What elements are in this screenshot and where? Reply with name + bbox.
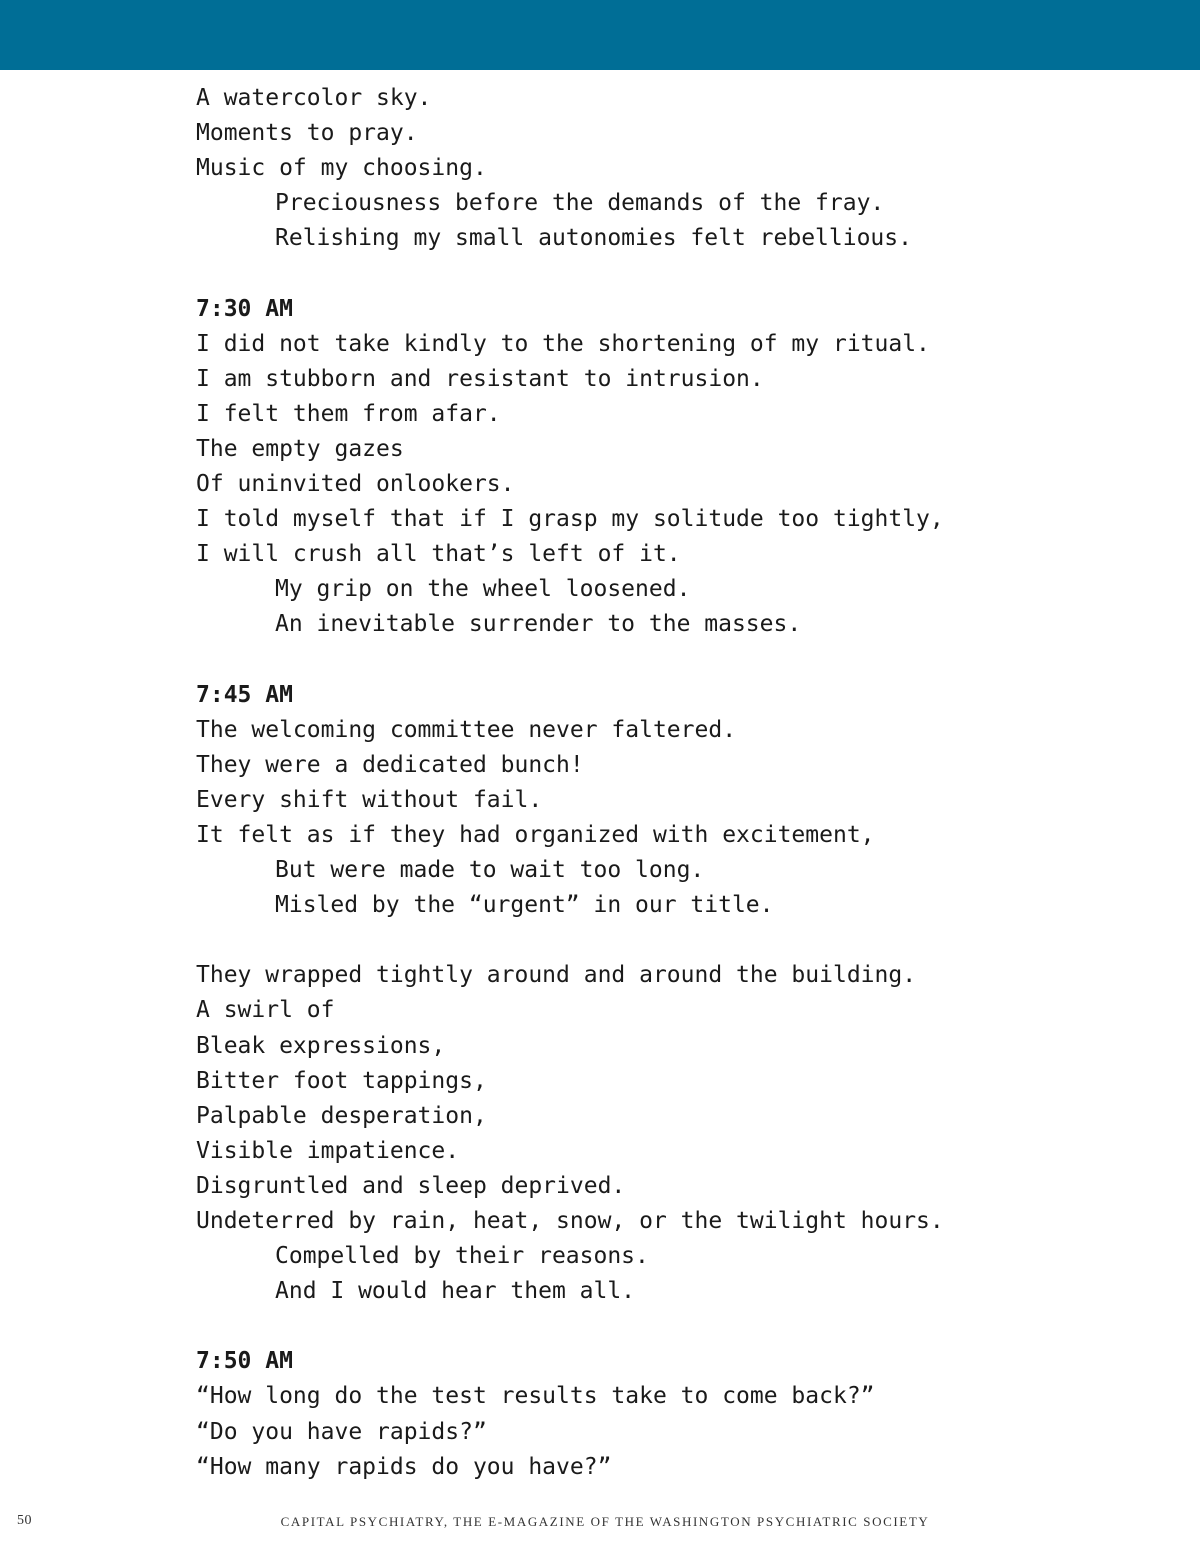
time-heading: 7:45 AM (196, 681, 293, 708)
poem-line-indented: Preciousness before the demands of the fray. (275, 190, 885, 217)
poem-line-indented: And I would hear them all. (275, 1278, 636, 1305)
poem-line: I told myself that if I grasp my solitude too tightly, (196, 506, 944, 533)
poem-line: The empty gazes (196, 435, 404, 462)
header-color-band (0, 0, 1200, 70)
poem-line: Music of my choosing. (196, 155, 487, 182)
poem-line-indented: Misled by the “urgent” in our title. (275, 892, 774, 919)
stanza-break (196, 1309, 1156, 1344)
poem-line: Palpable desperation, (196, 1102, 487, 1129)
poem-line-indented: Compelled by their reasons. (275, 1243, 649, 1270)
time-heading: 7:30 AM (196, 295, 293, 322)
poem-line-indented: Relishing my small autonomies felt rebellious. (275, 225, 912, 252)
poem-line: “Do you have rapids?” (196, 1418, 487, 1445)
stanza-break (196, 923, 1156, 958)
poem-line: It felt as if they had organized with excitement, (196, 821, 875, 848)
poem-line-indented: My grip on the wheel loosened. (275, 576, 691, 603)
poem-line: I will crush all that’s left of it. (196, 541, 681, 568)
poem-line: Visible impatience. (196, 1137, 460, 1164)
poem-line: Undeterred by rain, heat, snow, or the twilight hours. (196, 1208, 944, 1234)
poem-line: Bleak expressions, (196, 1032, 446, 1059)
poem-line-indented: An inevitable surrender to the masses. (275, 611, 802, 638)
poem-line: I did not take kindly to the shortening of my ritual. (196, 330, 930, 357)
poem-line: Bitter foot tappings, (196, 1067, 487, 1094)
poem-line: I felt them from afar. (196, 400, 501, 427)
poem-line: A watercolor sky. (196, 85, 432, 111)
poem-line: The welcoming committee never faltered. (196, 716, 737, 743)
stanza-break (196, 256, 1156, 291)
poem-line: Of uninvited onlookers. (196, 471, 515, 498)
poem-line-indented: But were made to wait too long. (275, 857, 705, 884)
poem-line: They wrapped tightly around and around the building. (196, 962, 917, 989)
poem-line: Every shift without fail. (196, 786, 543, 813)
stanza-break (196, 643, 1156, 678)
page-number: 50 (17, 1513, 32, 1528)
poem-body (196, 81, 1156, 1485)
poem-line: Disgruntled and sleep deprived. (196, 1172, 626, 1199)
poem-line: I am stubborn and resistant to intrusion. (196, 365, 764, 392)
footer-publication-title: CAPITAL PSYCHIATRY, THE E-MAGAZINE OF THE WASHINGTON PSYCHIATRIC SOCIETY (280, 1514, 930, 1529)
poem-line: They were a dedicated bunch! (196, 751, 584, 778)
poem-line: “How long do the test results take to come back?” (196, 1383, 875, 1410)
poem-line: “How many rapids do you have?” (196, 1453, 612, 1480)
poem-line: Moments to pray. (196, 120, 418, 147)
poem-line: A swirl of (196, 997, 335, 1024)
time-heading: 7:50 AM (196, 1348, 293, 1375)
